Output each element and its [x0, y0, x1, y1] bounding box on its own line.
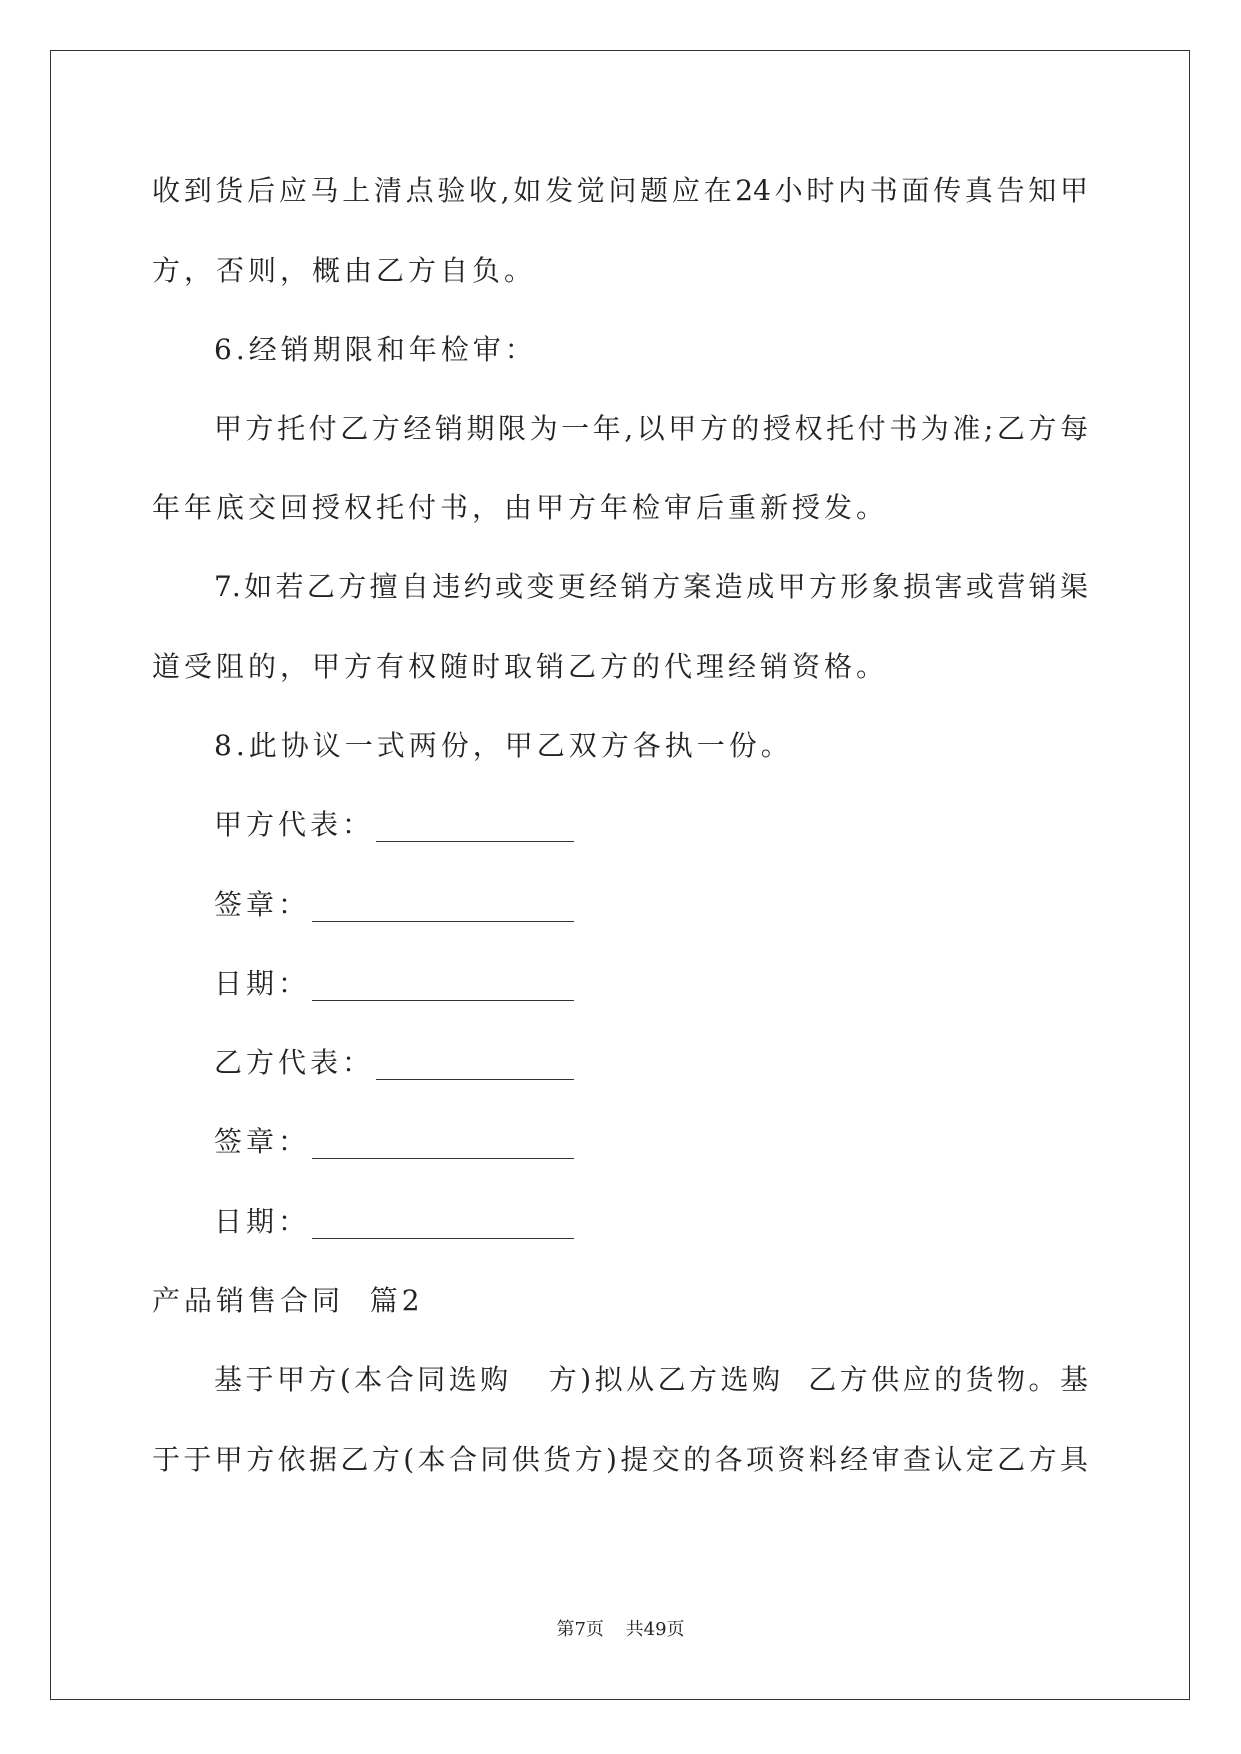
body-line: 8.此协议一式两份，甲乙双方各执一份。	[214, 729, 793, 762]
body-line: 7.如若乙方擅自违约或变更经销方案造成甲方形象损害或营销渠	[214, 570, 1088, 603]
signature-label: 甲方代表：	[214, 808, 375, 841]
signature-row-date	[214, 967, 574, 1001]
signature-row-seal	[214, 888, 574, 922]
section-heading: 产品销售合同 篇2	[152, 1284, 424, 1317]
body-line: 甲方托付乙方经销期限为一年,以甲方的授权托付书为准;乙方每	[214, 412, 1088, 445]
signature-row-seal	[214, 1125, 574, 1159]
signature-label: 乙方代表：	[214, 1046, 375, 1079]
signature-blank-field[interactable]	[376, 813, 574, 842]
body-line: 方，否则，概由乙方自负。	[152, 254, 537, 287]
signature-blank-field[interactable]	[312, 1210, 574, 1239]
signature-blank-field[interactable]	[376, 1051, 574, 1080]
signature-row-date	[214, 1205, 574, 1239]
body-line: 基于甲方(本合同选购 方)拟从乙方选购 乙方供应的货物。基	[214, 1363, 1088, 1396]
body-line: 道受阻的，甲方有权随时取销乙方的代理经销资格。	[152, 650, 889, 683]
body-line: 年年底交回授权托付书，由甲方年检审后重新授发。	[152, 491, 889, 524]
signature-blank-field[interactable]	[312, 972, 574, 1001]
page-total: 共49页	[625, 1619, 685, 1640]
page-footer	[0, 1619, 1241, 1641]
signature-label: 签章：	[214, 1125, 311, 1158]
signature-blank-field[interactable]	[312, 1130, 574, 1159]
signature-label: 日期：	[214, 967, 311, 1000]
signature-row-party-a-rep	[214, 808, 574, 842]
page-number: 第7页	[556, 1619, 604, 1640]
signature-label: 签章：	[214, 888, 311, 921]
signature-blank-field[interactable]	[312, 893, 574, 922]
signature-row-party-b-rep	[214, 1046, 574, 1080]
signature-label: 日期：	[214, 1205, 311, 1238]
body-line: 收到货后应马上清点验收,如发觉问题应在24小时内书面传真告知甲	[152, 174, 1088, 207]
clause-heading: 6.经销期限和年检审：	[214, 333, 537, 366]
body-line: 于于甲方依据乙方(本合同供货方)提交的各项资料经审查认定乙方具	[152, 1443, 1088, 1476]
